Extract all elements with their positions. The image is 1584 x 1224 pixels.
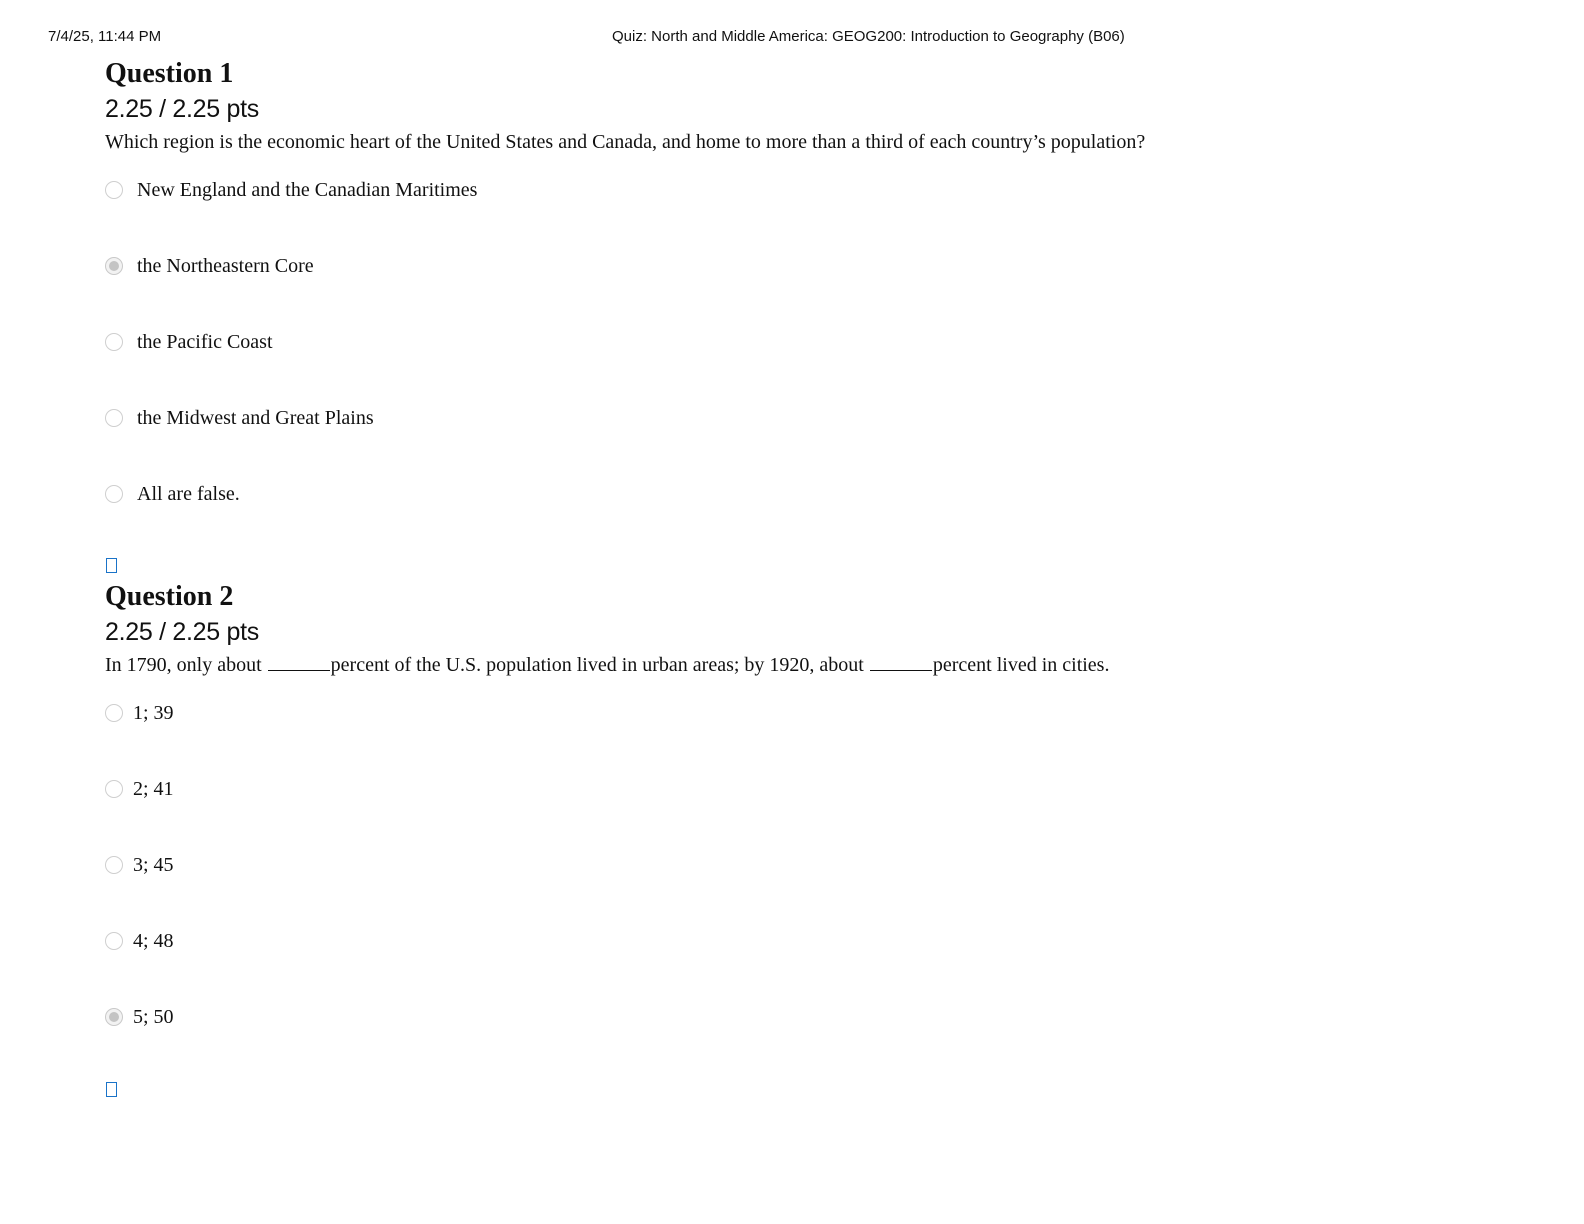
radio-button[interactable] — [105, 932, 123, 950]
answer-option[interactable] — [105, 852, 1525, 878]
question-title: Question 1 — [105, 58, 234, 89]
radio-button[interactable] — [105, 704, 123, 722]
print-date: 7/4/25, 11:44 PM — [48, 28, 162, 45]
question-text-part: percent lived in cities. — [932, 654, 1110, 676]
radio-button[interactable] — [105, 856, 123, 874]
fill-in-blank — [268, 652, 330, 671]
answer-option[interactable] — [105, 1004, 1525, 1030]
answer-label: 1; 39 — [133, 702, 174, 724]
radio-button[interactable] — [105, 409, 123, 427]
radio-button[interactable] — [105, 780, 123, 798]
page-title: Quiz: North and Middle America: GEOG200: Introduction to Geography (B06) — [612, 28, 1125, 45]
question-2 — [105, 581, 1525, 1030]
answer-label: the Midwest and Great Plains — [137, 407, 374, 429]
answer-label: 2; 41 — [133, 778, 174, 800]
answer-label: the Northeastern Core — [137, 255, 314, 277]
print-header — [48, 28, 1536, 48]
answer-option[interactable] — [105, 481, 1525, 507]
answer-option[interactable] — [105, 329, 1525, 355]
question-points: 2.25 / 2.25 pts — [105, 95, 259, 123]
question-text-part: percent of the U.S. population lived in urban areas; by 1920, about — [330, 654, 869, 676]
flag-question-icon[interactable] — [106, 558, 117, 573]
answer-option[interactable] — [105, 700, 1525, 726]
answer-option[interactable] — [105, 253, 1525, 279]
answer-list — [105, 700, 1525, 1030]
radio-button[interactable] — [105, 485, 123, 503]
answer-label: New England and the Canadian Maritimes — [137, 179, 478, 201]
question-points: 2.25 / 2.25 pts — [105, 618, 259, 646]
answer-option[interactable] — [105, 776, 1525, 802]
radio-button-selected[interactable] — [105, 257, 123, 275]
radio-button-selected[interactable] — [105, 1008, 123, 1026]
answer-label: the Pacific Coast — [137, 331, 273, 353]
answer-list — [105, 177, 1525, 507]
answer-option[interactable] — [105, 177, 1525, 203]
answer-label: 3; 45 — [133, 854, 174, 876]
question-text-part: In 1790, only about — [105, 654, 267, 676]
radio-button[interactable] — [105, 333, 123, 351]
radio-button[interactable] — [105, 181, 123, 199]
flag-question-icon[interactable] — [106, 1082, 117, 1097]
question-title: Question 2 — [105, 581, 234, 612]
answer-label: 4; 48 — [133, 930, 174, 952]
question-1 — [105, 58, 1525, 507]
fill-in-blank — [870, 652, 932, 671]
answer-label: All are false. — [137, 483, 240, 505]
question-text — [105, 652, 1525, 678]
answer-option[interactable] — [105, 928, 1525, 954]
question-text: Which region is the economic heart of the United States and Canada, and home to more than a third of each country’s population? — [105, 131, 1146, 153]
answer-label: 5; 50 — [133, 1006, 174, 1028]
answer-option[interactable] — [105, 405, 1525, 431]
